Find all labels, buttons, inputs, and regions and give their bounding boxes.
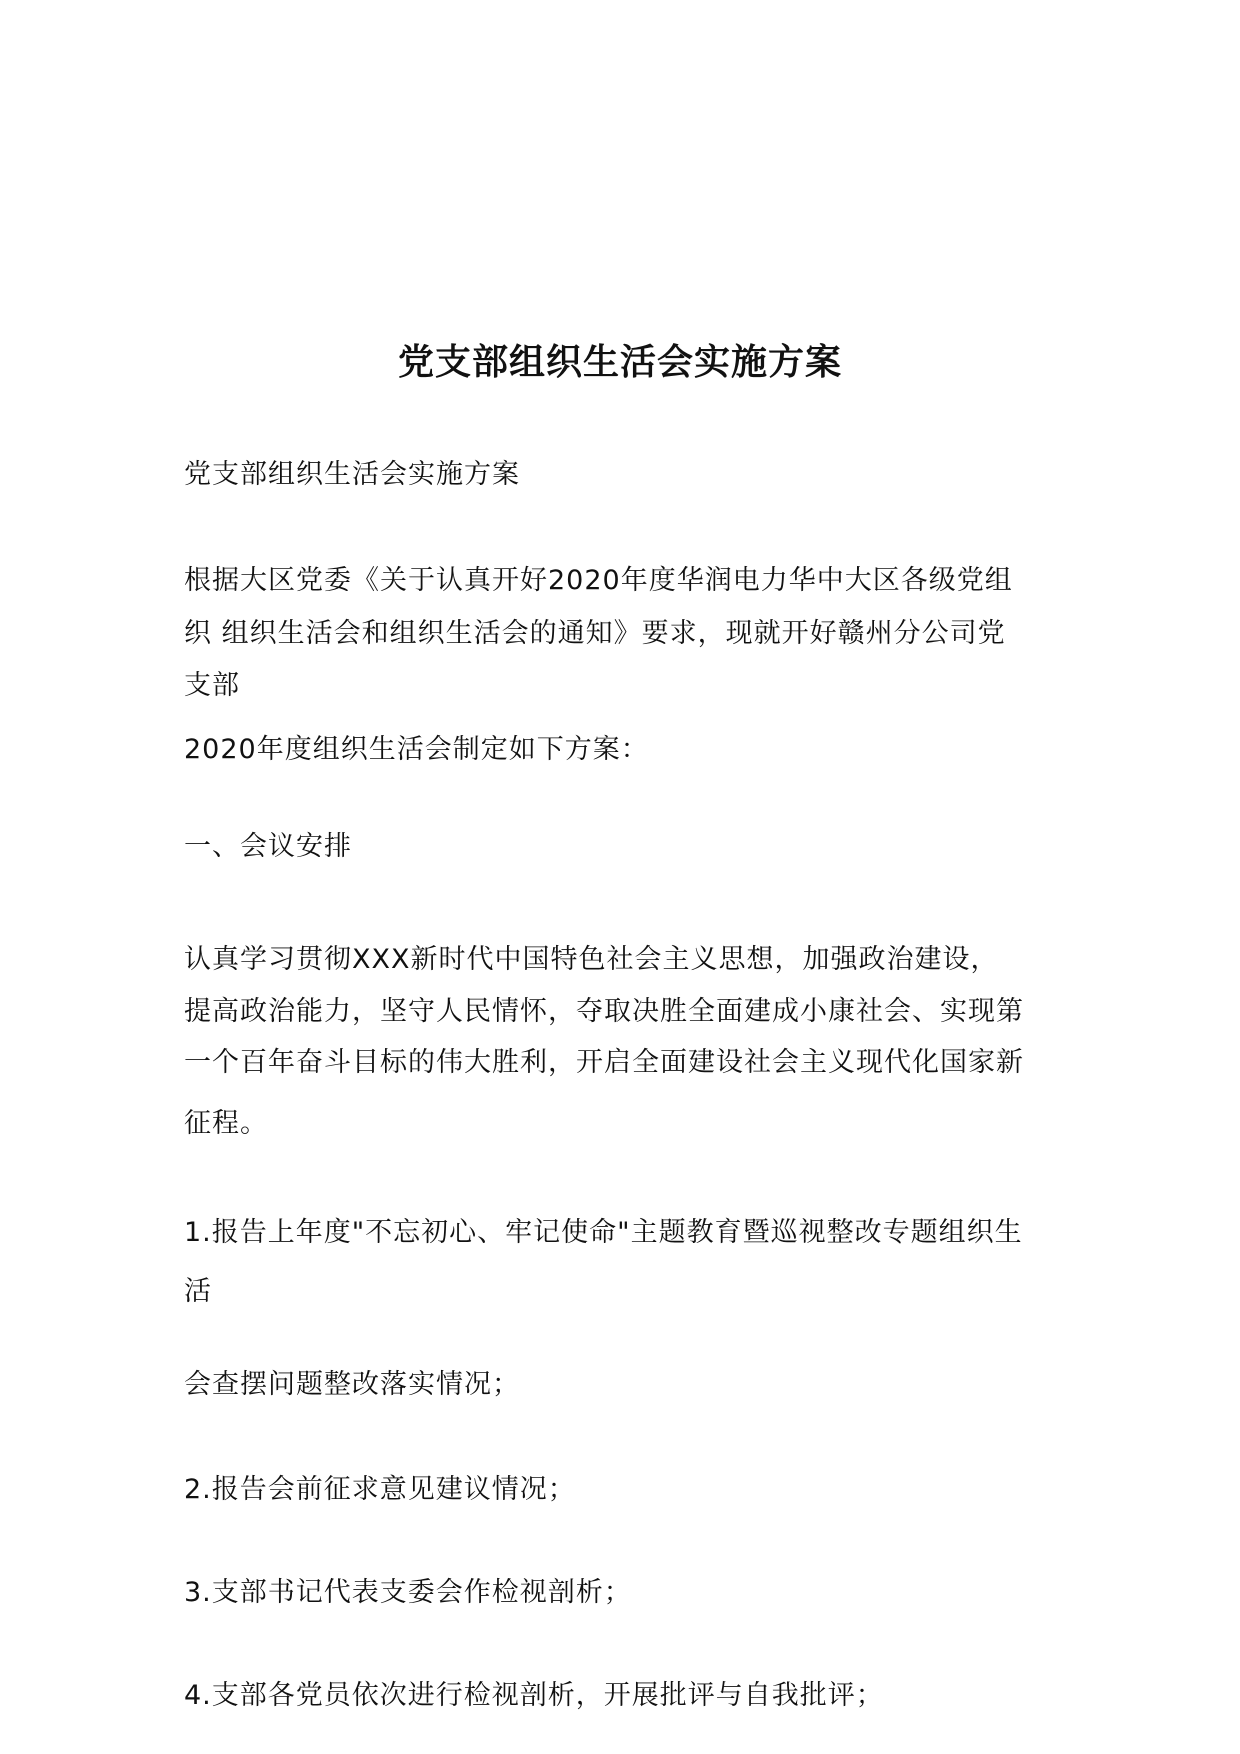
- paragraph-line: 一个百年奋斗目标的伟大胜利，开启全面建设社会主义现代化国家新: [184, 1047, 1024, 1078]
- list-item: 1.报告上年度"不忘初心、牢记使命"主题教育暨巡视整改专题组织生: [184, 1217, 1023, 1248]
- list-item: 2.报告会前征求意见建议情况；: [184, 1474, 576, 1505]
- list-item: 4.支部各党员依次进行检视剖析，开展批评与自我批评；: [184, 1680, 884, 1711]
- paragraph-line: 织 组织生活会和组织生活会的通知》要求，现就开好赣州分公司党: [184, 618, 1006, 649]
- section-heading: 一、会议安排: [184, 831, 352, 862]
- paragraph-line: 认真学习贯彻XXX新时代中国特色社会主义思想，加强政治建设，: [184, 944, 999, 975]
- subtitle-line: 党支部组织生活会实施方案: [184, 459, 520, 490]
- list-item-continuation: 活: [184, 1276, 212, 1307]
- list-item: 3.支部书记代表支委会作检视剖析；: [184, 1577, 632, 1608]
- paragraph-line: 征程。: [184, 1108, 268, 1139]
- paragraph-line: 根据大区党委《关于认真开好2020年度华润电力华中大区各级党组: [184, 565, 1013, 596]
- paragraph-line: 提高政治能力，坚守人民情怀，夺取决胜全面建成小康社会、实现第: [184, 996, 1024, 1027]
- document-title: 党支部组织生活会实施方案: [397, 341, 842, 383]
- paragraph-line: 2020年度组织生活会制定如下方案：: [184, 734, 649, 765]
- paragraph-line: 支部: [184, 670, 240, 701]
- list-item-continuation: 会查摆问题整改落实情况；: [184, 1369, 520, 1400]
